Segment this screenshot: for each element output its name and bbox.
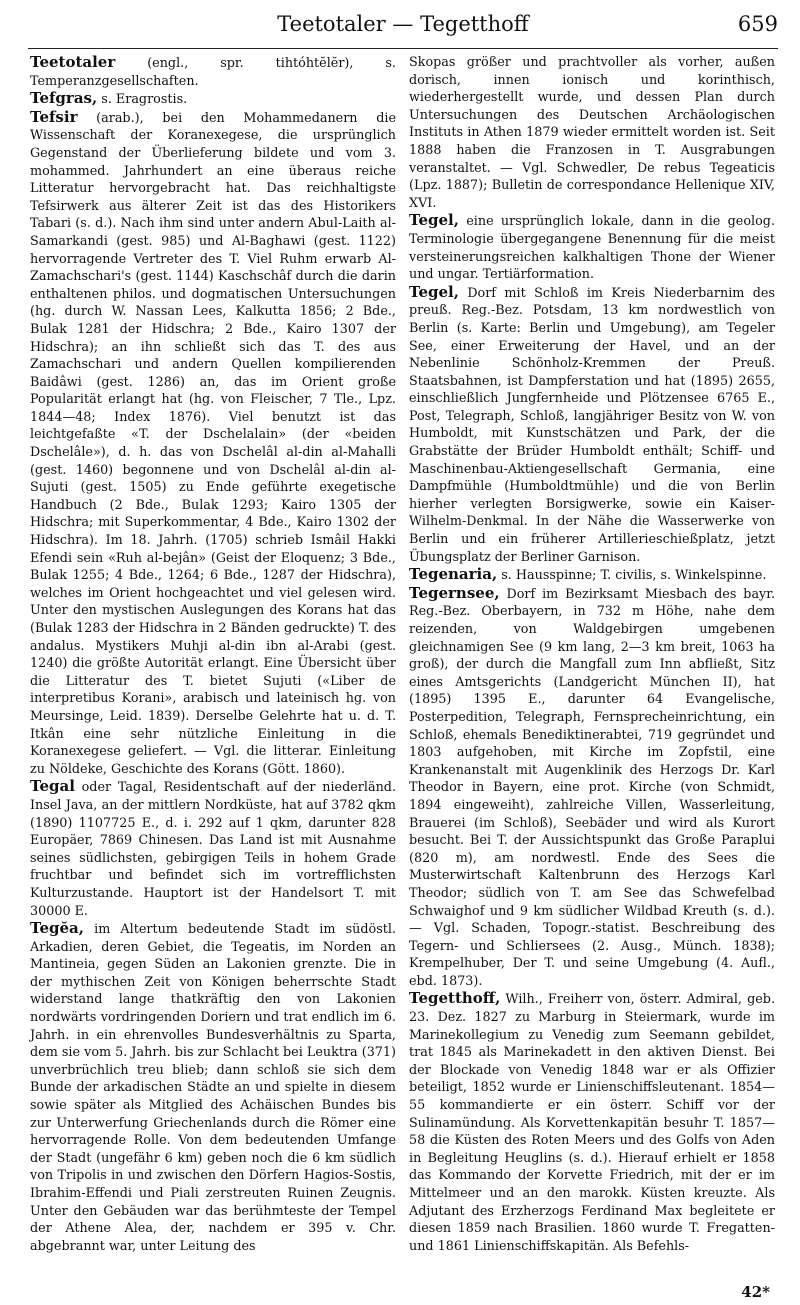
entry-text: s. Hausspinne; T. civilis, s. Winkelspinne.	[497, 568, 767, 584]
entry-text: Dorf mit Schloß im Kreis Niederbarnim des preuß. Reg.-Bez. Potsdam, 13 km nordwestlich von Berlin (s. Karte: Berlin und Umgebung), am Tegeler See, einer Erweiterung der Havel, und an der Nebenlinie Schönholz-Kremmen der Preuß. Staatsbahnen, ist Dampferstation und hat (1895) 2655, einschließlich Jungfernheide und Plötzensee 6765 E., Post, Telegraph, Schloß, langjähriger Besitz von W. von Humboldt, mit Kunstschätzen und Park, der die Grabstätte der Brüder Humboldt enthält; Schiff- und Maschinenbau-Aktiengesellschaft Germania, eine Dampfmühle (Humboldtmühle) und die von Berlin hierher verlegten Borsigwerke, sowie ein Kaiser-Wilhelm-Denkmal. In der Nähe die Wasserwerke von Berlin und ein früherer Artillerieschießplatz, jetzt Übungsplatz der Berliner Garnison.	[409, 285, 775, 565]
entry-tegea	[30, 920, 396, 1255]
lemma: Tegĕa,	[30, 919, 84, 938]
lemma: Tegel,	[409, 282, 459, 301]
entry-tegernsee	[409, 585, 775, 991]
entry-text: Dorf im Bezirksamt Miesbach des bayr. Reg.-Bez. Oberbayern, in 732 m Höhe, nahe dem reizenden, von Waldgebirgen umgebenen gleichnamigen See (9 km lang, 2—3 km breit, 1063 ha groß), der durch die Mangfall zum Inn abfließt, Sitz eines Amtsgerichts (Landgericht München II), hat (1895) 1395 E., darunter 64 Evangelische, Posterpedition, Telegraph, Fernsprecheinrichtung, ein Schloß, ehemals Benediktinerabtei, 719 gegründet und 1803 aufgehoben, mit Kirche im Zopfstil, eine Krankenanstalt mit Augenklinik des Herzogs Dr. Karl Theodor in Bayern, eine prot. Kirche (von Schmidt, 1894 eingeweiht), zahlreiche Villen, Wasserleitung, Brauerei (im Schloß), Seebäder und wird als Kurort besucht. Bei T. der Aussichtspunkt das Große Paraplui (820 m), am nordwestl. Ende des Sees die Musterwirtschaft Kaltenbrunn des Herzogs Karl Theodor; südlich von T. am See das Schwefelbad Schwaighof und 9 km südlicher Wildbad Kreuth (s. d.). — Vgl. Schaden, Topogr.-statist. Beschreibung des Tegern- und Schliersees (2. Ausg., Münch. 1838); Krempelhuber, Der T. und seine Umgebung (4. Aufl., ebd. 1873).	[409, 586, 775, 989]
entry-tefsir	[30, 109, 396, 779]
entry-text: oder Tagal, Residentschaft auf der niederländ. Insel Java, an der mittlern Nordküste, hat auf 3782 qkm (1890) 1107725 E., d. i. 292 auf 1 qkm, darunter 828 Europäer, 7869 Chinesen. Das Land ist mit Ausnahme seines südlichsten, gebirgigen Teils in hohem Grade fruchtbar und befindet sich im vortrefflichsten Kulturzustande. Hauptort ist der Handelsort T. mit 30000 E.	[30, 780, 396, 919]
left-column	[30, 54, 396, 1255]
entry-tegal	[30, 778, 396, 920]
lemma: Tegenaria,	[409, 565, 498, 584]
header-title: Teetotaler — Tegetthoff	[277, 12, 529, 36]
entry-tegel-village	[409, 284, 775, 567]
entry-text: im Altertum bedeutende Stadt im südöstl. Arkadien, deren Gebiet, die Tegeatis, im Norden an Mantineia, gegen Süden an Lakonien grenzte. Die in der mythischen Zeit von Königen beherrschte Stadt widerstand lange thatkräftig den von Lakonien nordwärts vordringenden Doriern und trat endlich im 6. Jahrh. in ein ehrenvolles Bundesverhältnis zu Sparta, dem sie vom 5. Jahrh. bis zur Schlacht bei Leuktra (371) unverbrüchlich treu blieb; dann schloß sie sich dem Bunde der arkadischen Städte an und spielte in diesem sowie später als Mitglied des Achäischen Bundes bis zur Unterwerfung Griechenlands durch die Römer eine hervorragende Rolle. Von dem bedeutenden Umfange der Stadt (ungefähr 6 km) geben noch die 6 km südlich von Tripolis in und zwischen den Dörfern Hagios-Sostis, Ibrahim-Effendi und Piali zerstreuten Ruinen Zeugnis. Unter den Gebäuden war das berühmteste der Tempel der Athene Alea, der, nachdem er 395 v. Chr. abgebrannt war, unter Leitung des	[30, 922, 396, 1254]
lemma: Tegernsee,	[409, 583, 500, 602]
entry-text: s. Eragrostis.	[97, 92, 188, 108]
lemma: Tegal	[30, 777, 75, 796]
entry-text: eine ursprünglich lokale, dann in die geolog. Terminologie übergegangene Benennung für die meist versteinerungsreichen kalkhaltigen Thone der Wiener und ungar. Tertiärformation.	[409, 214, 775, 283]
entry-tefgras	[30, 90, 396, 109]
entry-tegetthoff	[409, 990, 775, 1255]
entry-teetotaler	[30, 54, 396, 90]
lemma: Tefsir	[30, 107, 78, 126]
entry-tegea-continued	[409, 54, 775, 212]
lemma: Teetotaler	[30, 53, 116, 71]
entry-tegel-geology	[409, 212, 775, 283]
lemma: Tegetthoff,	[409, 989, 501, 1008]
entry-text: (engl., spr. tihtóhtĕlĕr), s. Temperanzgesellschaften.	[30, 56, 396, 89]
header-rule	[28, 48, 778, 49]
running-header	[28, 4, 778, 48]
right-column	[409, 54, 775, 1255]
entry-text: Wilh., Freiherr von, österr. Admiral, geb. 23. Dez. 1827 zu Marburg in Steiermark, wurde im Marinekollegium zu Venedig zum Seemann gebildet, trat 1845 als Marinekadett in den aktiven Dienst. Bei der Blockade von Venedig 1848 war er als Offizier beteiligt, 1852 wurde er Linienschiffsleutenant. 1854—55 kommandierte er ein österr. Schiff vor der Sulinamündung. Als Korvettenkapitän besuhr T. 1857—58 die Küsten des Roten Meers und des Golfs von Aden in Begleitung Heuglins (s. d.). Hierauf erhielt er 1858 das Kommando der Korvette Friedrich, mit der er im Mittelmeer und an den marokk. Küsten kreuzte. Als Adjutant des Erzherzogs Ferdinand Max begleitete er diesen 1859 nach Brasilien. 1860 wurde T. Fregatten- und 1861 Linienschiffskapitän. Als Befehls-	[409, 992, 775, 1254]
entry-text: Skopas größer und prachtvoller als vorher, außen dorisch, innen ionisch und korinthisch, wiederhergestellt wurde, und dessen Plan durch Untersuchungen des Deutschen Archäologischen Instituts in Athen 1879 wieder ermittelt worden ist. Seit 1888 haben die Franzosen in T. Ausgrabungen veranstaltet. — Vgl. Schwedler, De rebus Tegeaticis (Lpz. 1887); Bulletin de correspondance Hellenique XIV, XVI.	[409, 55, 775, 211]
page-number: 659	[737, 12, 778, 36]
entry-tegenaria	[409, 566, 775, 585]
lemma: Tefgras,	[30, 89, 98, 108]
printer-signature: 42*	[741, 1283, 770, 1301]
lemma: Tegel,	[409, 211, 459, 230]
entry-text: (arab.), bei den Mohammedanern die Wissenschaft der Koranexegese, die ursprünglich Gegenstand der Überlieferung bildete und vom 3. mohammed. Jahrhundert an eine überaus reiche Litteratur hervorgebracht hat. Das reichhaltigste Tefsirwerk aus älterer Zeit ist das des Historikers Tabari (s. d.). Nach ihm sind unter andern Abul-Laith al-Samarkandi (gest. 985) und Al-Baghawi (gest. 1122) hervorragende Vertreter des T. Viel Ruhm erwarb Al-Zamachschari's (gest. 1144) Kaschschâf durch die darin enthaltenen philos. und dogmatischen Untersuchungen (hg. durch W. Nassan Lees, Kalkutta 1856; 2 Bde., Bulak 1281 der Hidschra; 2 Bde., Kairo 1307 der Hidschra); an ihn schließt sich das T. des aus Zamachschari und andern Quellen kompilierenden Baidâwi (gest. 1286) an, das im Orient große Popularität erlangt hat (hg. von Fleischer, 7 Tle., Lpz. 1844—48; Index 1876). Viel benutzt ist das leichtgefaßte «T. der Dschelalain» (der «beiden Dschelâle»), d. h. das von Dschelâl al-din al-Mahalli (gest. 1460) begonnene und von Dschelâl al-din al-Sujuti (gest. 1505) zu Ende geführte exegetische Handbuch (2 Bde., Bulak 1293; Kairo 1305 der Hidschra; mit Superkommentar, 4 Bde., Kairo 1302 der Hidschra). Im 18. Jahrh. (1705) schrieb Ismâil Hakki Efendi sein «Ruh al-bejân» (Geist der Eloquenz; 3 Bde., Bulak 1255; 4 Bde., 1264; 6 Bde., 1287 der Hidschra), welches im Orient hochgeachtet und viel gelesen wird. Unter den mystischen Auslegungen des Korans hat das (Bulak 1283 der Hidschra in 2 Bänden gedruckte) T. des andalus. Mystikers Muhji al-din ibn al-Arabi (gest. 1240) die größte Autorität erlangt. Eine Übersicht über die Litteratur des T. bietet Sujuti («Liber de interpretibus Korani», arabisch und lateinisch hg. von Meursinge, Leid. 1839). Derselbe Gelehrte hat u. d. T. Itkân eine sehr nützliche Einleitung in die Koranexegese geliefert. — Vgl. die litterar. Einleitung zu Nöldeke, Geschichte des Korans (Gött. 1860).	[30, 110, 396, 777]
